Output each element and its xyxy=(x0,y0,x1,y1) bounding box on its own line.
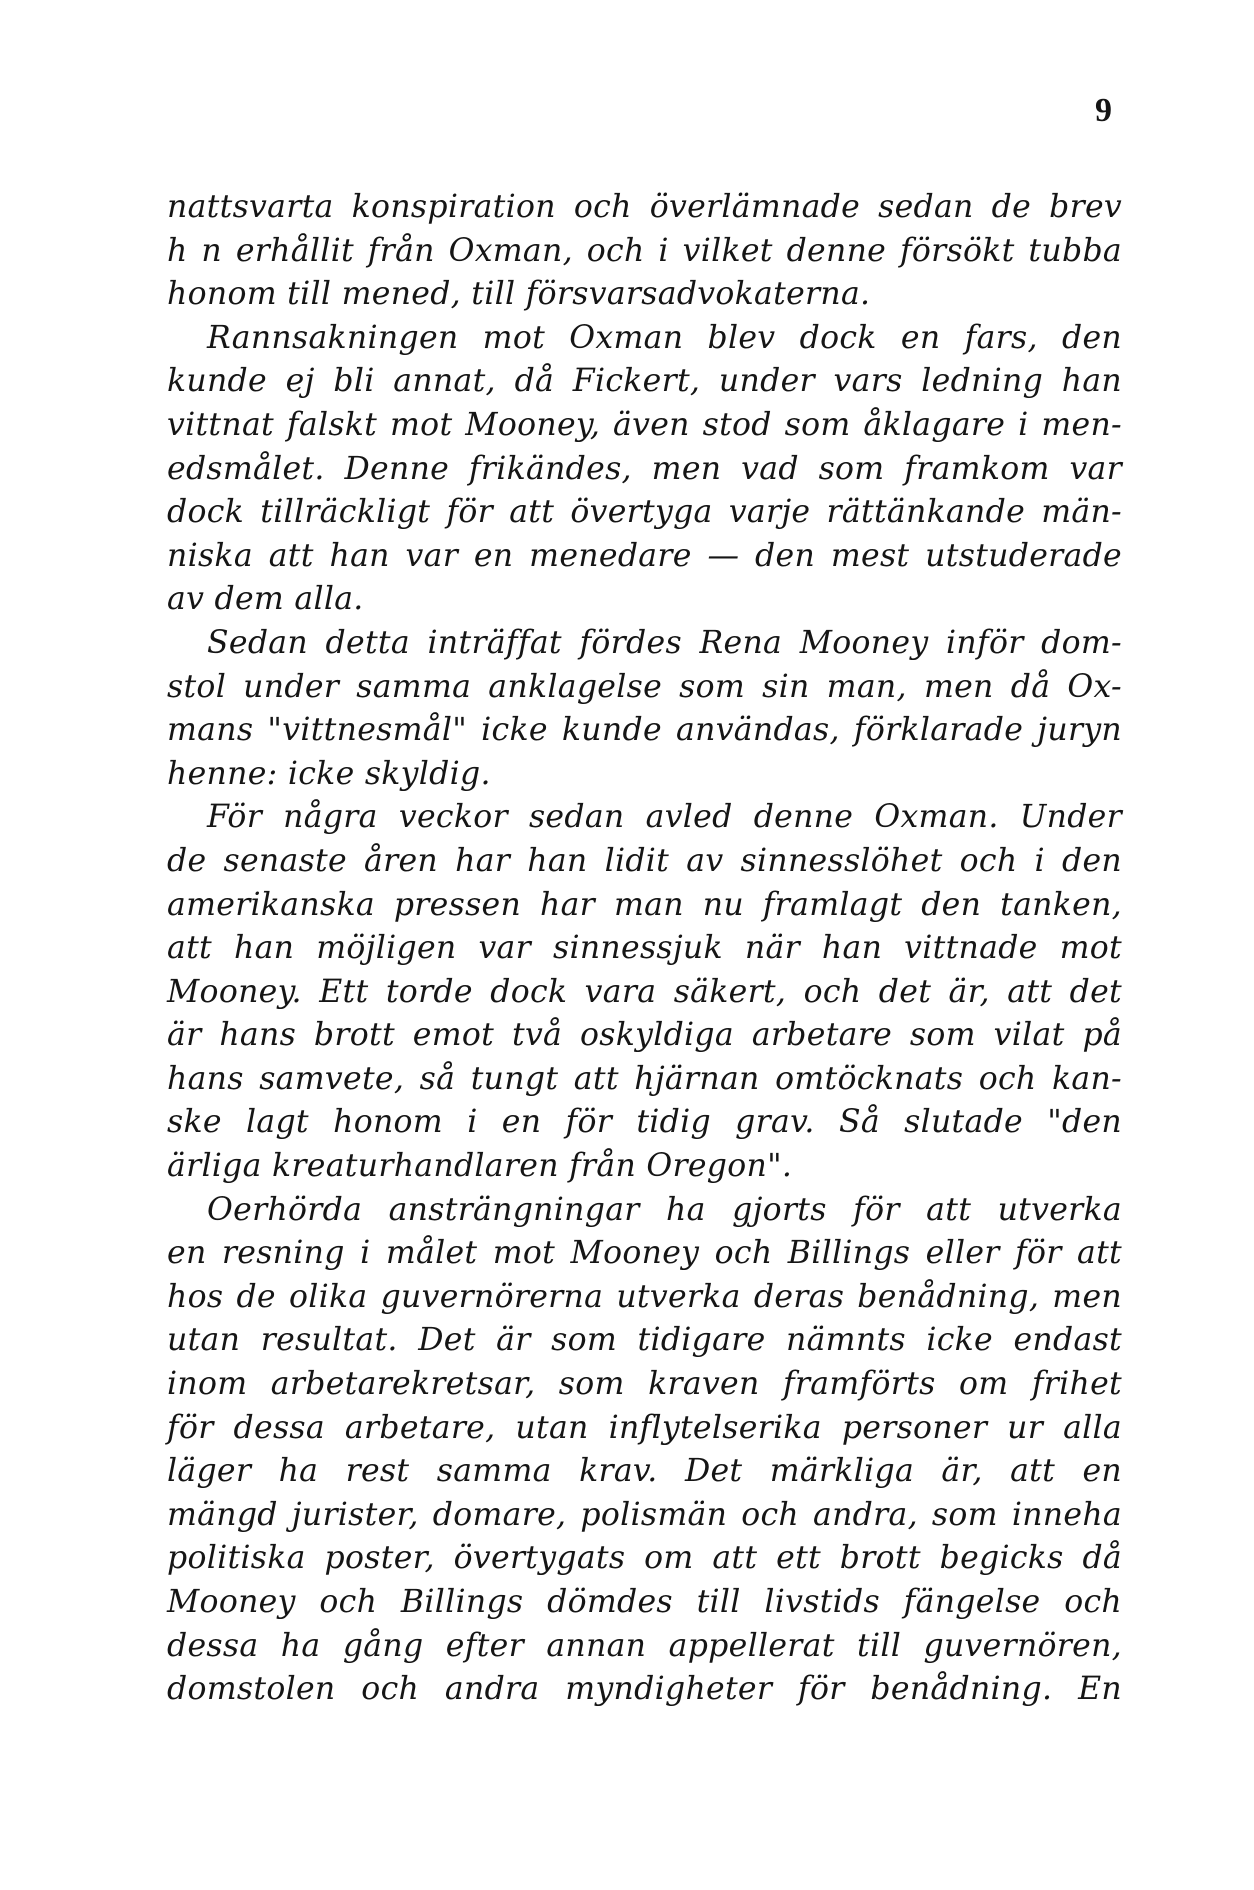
text-line: Mooney. Ett torde dock vara säkert, och det är, att det xyxy=(167,973,1122,1010)
text-line: edsmålet. Denne frikändes, men vad som framkom var xyxy=(167,450,1122,487)
text-line: mans "vittnesmål" icke kunde användas, förklarade juryn xyxy=(167,712,1122,749)
text-line: Rannsakningen mot Oxman blev dock en fars, den xyxy=(207,319,1122,356)
text-line: inom arbetarekretsar, som kraven framförts om frihet xyxy=(167,1366,1122,1403)
text-line: domstolen och andra myndigheter för benådning. En xyxy=(167,1671,1122,1708)
text-line: nattsvarta konspiration och överlämnade sedan de brev xyxy=(167,189,1122,225)
text-line: ske lagt honom i en för tidig grav. Så slutade "den xyxy=(167,1104,1122,1141)
text-line: hos de olika guvernörerna utverka deras benådning, men xyxy=(167,1278,1122,1315)
text-line: utan resultat. Det är som tidigare nämnts icke endast xyxy=(167,1322,1122,1359)
text-line: av dem alla. xyxy=(167,581,364,618)
text-line: h n erhållit från Oxman, och i vilket denne försökt tubba xyxy=(167,232,1122,269)
text-line: att han möjligen var sinnessjuk när han vittnade mot xyxy=(167,930,1122,967)
text-line: Oerhörda ansträngningar ha gjorts för att utverka xyxy=(207,1191,1122,1228)
text-line: dock tillräckligt för att övertyga varje rättänkande män- xyxy=(167,494,1122,531)
text-line: dessa ha gång efter annan appellerat till guvernören, xyxy=(167,1627,1122,1664)
text-line: hans samvete, så tungt att hjärnan omtöcknats och kan- xyxy=(167,1060,1122,1097)
text-line: henne: icke skyldig. xyxy=(167,755,491,792)
text-line: honom till mened, till försvarsadvokaterna. xyxy=(167,276,871,313)
page-number: 9 xyxy=(1095,92,1112,129)
text-line: är hans brott emot två oskyldiga arbetare som vilat på xyxy=(167,1017,1122,1054)
text-line: för dessa arbetare, utan inflytelserika personer ur alla xyxy=(167,1409,1122,1446)
text-line: politiska poster, övertygats om att ett brott begicks då xyxy=(167,1540,1122,1577)
text-line: de senaste åren har han lidit av sinnesslöhet och i den xyxy=(167,842,1122,879)
text-line: mängd jurister, domare, polismän och andra, som inneha xyxy=(167,1496,1122,1533)
text-line: vittnat falskt mot Mooney, även stod som åklagare i men- xyxy=(167,406,1122,443)
text-line: ärliga kreaturhandlaren från Oregon". xyxy=(167,1148,793,1185)
text-line: kunde ej bli annat, då Fickert, under vars ledning han xyxy=(167,363,1122,400)
text-line: niska att han var en menedare — den mest utstuderade xyxy=(167,537,1122,574)
text-line: För några veckor sedan avled denne Oxman. Under xyxy=(207,799,1122,836)
body-text xyxy=(167,186,1122,1712)
text-line: en resning i målet mot Mooney och Billings eller för att xyxy=(167,1235,1122,1272)
text-line: amerikanska pressen har man nu framlagt den tanken, xyxy=(167,886,1122,923)
text-line: läger ha rest samma krav. Det märkliga är, att en xyxy=(167,1453,1122,1490)
text-line: Mooney och Billings dömdes till livstids fängelse och xyxy=(167,1584,1122,1620)
text-line: stol under samma anklagelse som sin man, men då Ox- xyxy=(167,668,1122,705)
text-line: Sedan detta inträffat fördes Rena Mooney inför dom- xyxy=(207,624,1122,661)
